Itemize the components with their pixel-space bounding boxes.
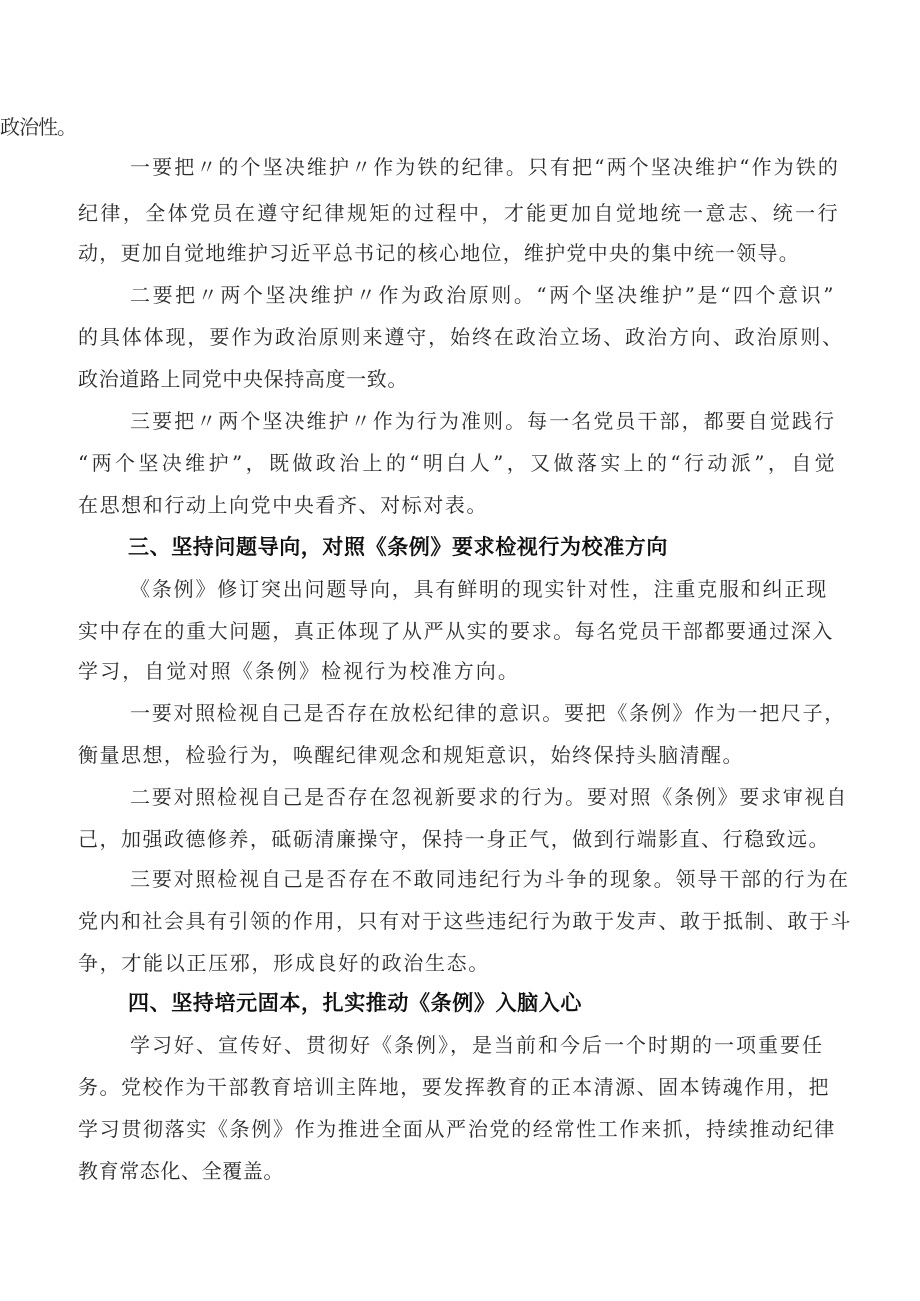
- text-line: 三要把〃两个坚决维护〃作为行为准则。每一名党员干部，都要自觉践行: [130, 409, 837, 433]
- text-line: 务。党校作为干部教育培训主阵地，要发挥教育的正本清源、固本铸魂作用，把: [78, 1075, 831, 1099]
- text-line: 二要把〃两个坚决维护〃作为政治原则。“两个坚决维护”是“四个意识”: [130, 283, 837, 307]
- text-line: “两个坚决维护”，既做政治上的“明白人”，又做落实上的“行动派”，自觉: [78, 451, 838, 475]
- text-line: 三要对照检视自己是否存在不敢同违纪行为斗争的现象。领导干部的行为在: [130, 867, 850, 891]
- text-line: 《条例》修订突出问题导向，具有鲜明的现实针对性，注重克服和纠正现: [130, 577, 829, 601]
- text-line: 一要把〃的个坚决维护〃作为铁的纪律。只有把“两个坚决维护“作为铁的: [130, 155, 840, 179]
- text-line: 教育常态化、全覆盖。: [78, 1159, 284, 1183]
- text-line: 学习好、宣传好、贯彻好《条例》，是当前和今后一个时期的一项重要任: [130, 1033, 824, 1057]
- text-line: 二要对照检视自己是否存在忽视新要求的行为。要对照《条例》要求审视自: [130, 785, 849, 809]
- text-line: 学习，自觉对照《条例》检视行为校准方向。: [78, 659, 520, 683]
- text-line: 的具体体现，要作为政治原则来遵守，始终在政治立场、政治方向、政治原则、: [78, 325, 845, 349]
- text-line: 一要对照检视自己是否存在放松纪律的意识。要把《条例》作为一把尺子，: [130, 701, 847, 725]
- text-line: 在思想和行动上向党中央看齐、对标对表。: [78, 493, 489, 517]
- text-line: 争，才能以正压邪，形成良好的政治生态。: [78, 951, 490, 975]
- text-line: 实中存在的重大问题，真正体现了从严从实的要求。每名党员干部都要通过深入: [78, 619, 834, 643]
- text-line: 动，更加自觉地维护习近平总书记的核心地位，维护党中央的集中统一领导。: [78, 241, 800, 265]
- text-line: 政治道路上同党中央保持高度一致。: [78, 367, 408, 391]
- text-line: 衡量思想，检验行为，唤醒纪律观念和规矩意识，始终保持头脑清醒。: [78, 743, 745, 767]
- section-heading-4: 四、坚持培元固本，扎实推动《条例》入脑入心: [128, 991, 582, 1015]
- text-line: 学习贯彻落实《条例》作为推进全面从严治党的经常性工作来抓，持续推动纪律: [78, 1117, 836, 1141]
- text-line: 政治性。: [0, 115, 76, 139]
- section-heading-3: 三、坚持问题导向，对照《条例》要求检视行为校准方向: [128, 535, 668, 559]
- text-line: 己，加强政德修养，砥砺清廉操守，保持一身正气，做到行端影直、行稳致远。: [78, 827, 831, 851]
- text-line: 纪律，全体党员在遵守纪律规矩的过程中，才能更加自觉地统一意志、统一行: [78, 201, 841, 225]
- text-line: 党内和社会具有引领的作用，只有对于这些违纪行为敢于发声、敢于抵制、敢于斗: [78, 909, 852, 933]
